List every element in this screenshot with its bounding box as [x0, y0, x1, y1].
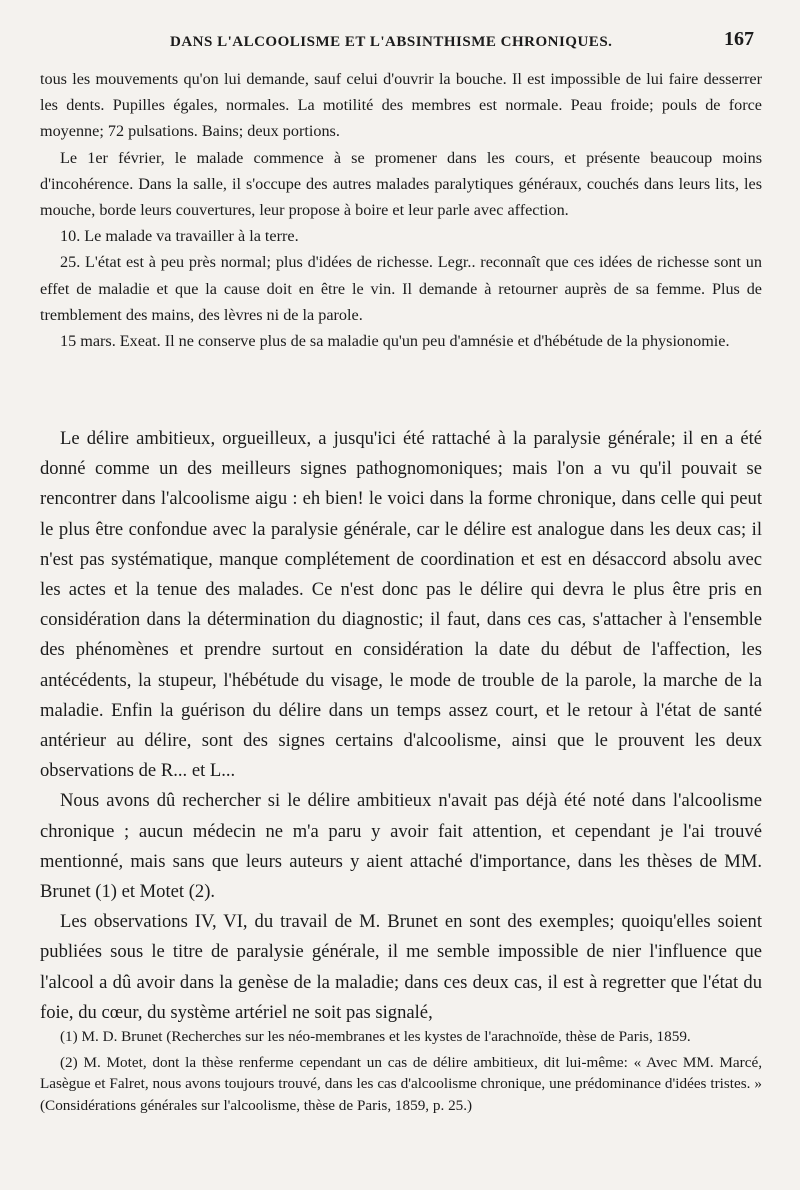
body-paragraph: Le délire ambitieux, orgueilleux, a jusqu'ici été rattaché à la paralysie générale; il en a été donné comme un des meilleurs signes pathognomoniques; mais l'on a vu qu'il pouvait se rencontrer dans l'alcoolisme aigu : eh bien! le voici dans la forme chronique, dans celle qui peut le plus être confondue avec la paralysie générale, car le délire est analogue dans les deux cas; il n'est pas systématique, manque complétement de coordination et est en désaccord absolu avec les actes et la tenue des malades. Ce n'est donc pas le délire qui devra le plus être pris en considération dans la détermination du diagnostic; il faut, dans ces cas, s'attacher à l'ensemble des phénomènes et prendre surtout en considération la date du début de l'affection, les antécédents, la stupeur, l'hébétude du visage, le mode de trouble de la parole, la marche de la maladie. Enfin la guérison du délire dans un temps assez court, et le retour à l'état de santé antérieur au délire, sont des signes certains d'alcoolisme, ainsi que le prouvent les deux observations de R... et L... — [40, 428, 762, 782]
footnotes — [40, 1026, 762, 1116]
observation-paragraph: 15 mars. Exeat. Il ne conserve plus de sa maladie qu'un peu d'amnésie et d'hébétude de la physionomie. — [60, 332, 730, 351]
observation-text — [40, 66, 762, 354]
observation-paragraph: tous les mouvements qu'on lui demande, sauf celui d'ouvrir la bouche. Il est impossible de lui faire desserrer les dents. Pupilles égales, normales. La motilité des membres est normale. Peau froide; pouls de force moyenne; 72 pulsations. Bains; deux portions. — [40, 70, 762, 141]
footnote: (1) M. D. Brunet (Recherches sur les néo-membranes et les kystes de l'arachnoïde, thèse de Paris, 1859. — [60, 1028, 691, 1045]
main-text — [40, 424, 762, 1028]
footnote: (2) M. Motet, dont la thèse renferme cependant un cas de délire ambitieux, dit lui-même: « Avec MM. Marcé, Lasègue et Falret, nous avons toujours trouvé, dans les cas d'alcoolisme chronique, une prédominance d'idées tristes. » (Considérations générales sur l'alcoolisme, thèse de Paris, 1859, p. 25.) — [40, 1053, 762, 1114]
running-header — [40, 28, 760, 58]
body-paragraph: Les observations IV, VI, du travail de M. Brunet en sont des exemples; quoiqu'elles soient publiées sous le titre de paralysie générale, il me semble impossible de nier l'influence que l'alcool a dû avoir dans la genèse de la maladie; dans ces deux cas, il est à regretter que l'état du foie, du cœur, du système artériel ne soit pas signalé, — [40, 911, 762, 1023]
page-number: 167 — [724, 28, 754, 50]
body-paragraph: Nous avons dû rechercher si le délire ambitieux n'avait pas déjà été noté dans l'alcoolisme chronique ; aucun médecin ne m'a paru y avoir fait attention, et cependant je l'ai trouvé mentionné, mais sans que leurs auteurs y aient attaché d'importance, dans les thèses de MM. Brunet (1) et Motet (2). — [40, 790, 762, 903]
observation-paragraph: 25. L'état est à peu près normal; plus d'idées de richesse. Legr.. reconnaît que ces idées de richesse sont un effet de maladie et que la cause doit en être le vin. Il demande à retourner auprès de sa femme. Plus de tremblement des mains, des lèvres ni de la parole. — [40, 253, 762, 324]
observation-paragraph: 10. Le malade va travailler à la terre. — [60, 227, 299, 246]
running-title: DANS L'ALCOOLISME ET L'ABSINTHISME CHRONIQUES. — [170, 34, 613, 50]
observation-paragraph: Le 1er février, le malade commence à se promener dans les cours, et présente beaucoup moins d'incohérence. Dans la salle, il s'occupe des autres malades paralytiques généraux, couchés dans leurs lits, les mouche, borde leurs couvertures, leur propose à boire et leur parle avec affection. — [40, 148, 762, 220]
